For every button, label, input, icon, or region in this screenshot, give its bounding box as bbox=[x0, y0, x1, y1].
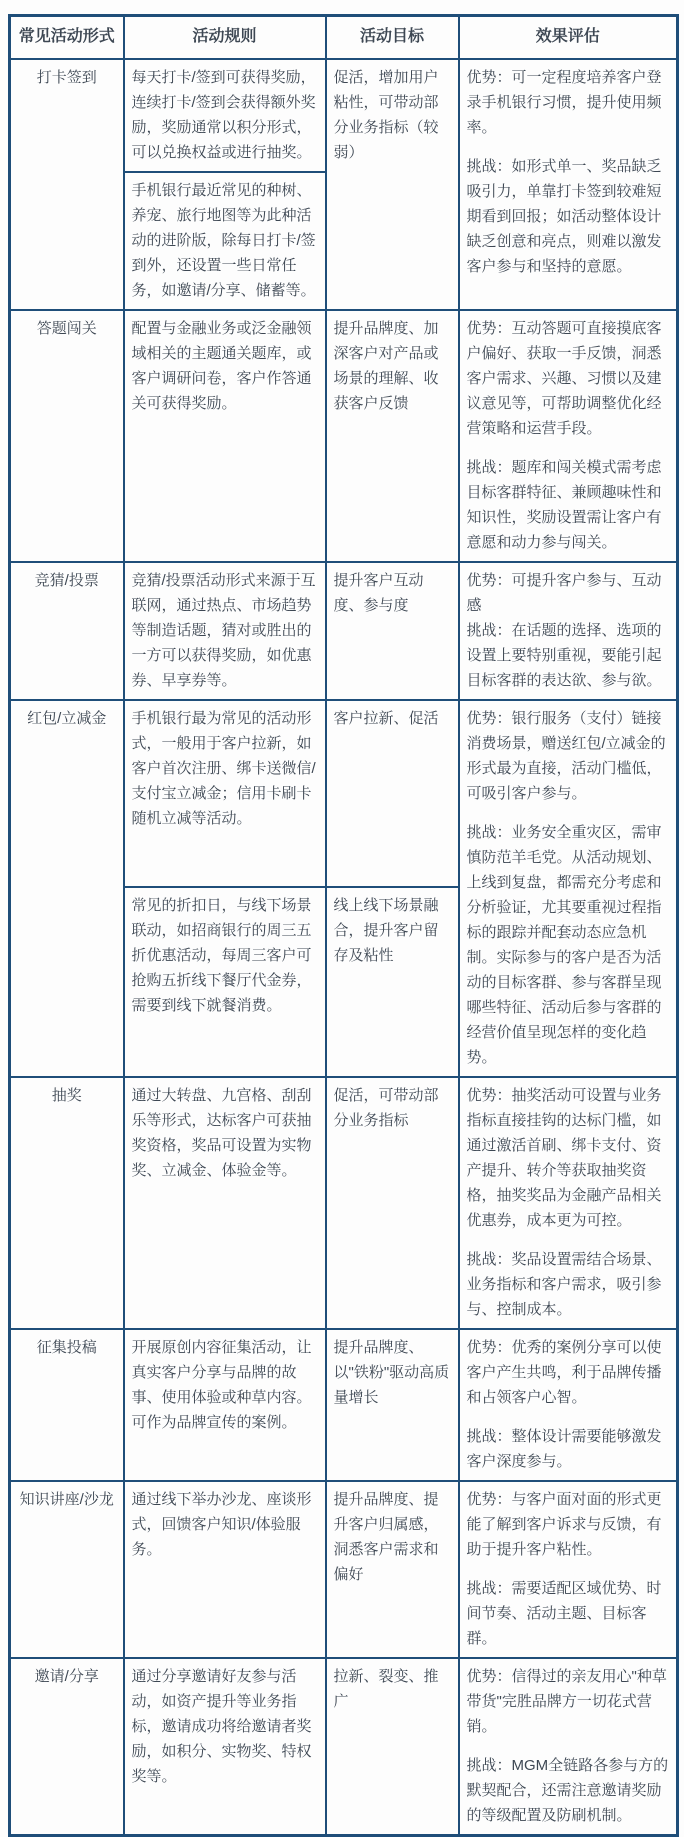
cell-form: 打卡签到 bbox=[10, 59, 124, 310]
advantage-paragraph: 优势：抽奖活动可设置与业务指标直接挂钩的达标门槛，如通过激活首刷、绑卡支付、资产提升、转介等获取抽奖资格，抽奖奖品为金融产品相关优惠券，成本更为可控。 bbox=[466, 1086, 662, 1229]
activity-table bbox=[8, 14, 679, 1837]
cell-goal: 客户拉新、促活 bbox=[326, 700, 459, 887]
cell-goal: 拉新、裂变、推广 bbox=[326, 1658, 459, 1836]
table-row-invite-share bbox=[10, 1658, 678, 1836]
cell-goal: 提升客户互动度、参与度 bbox=[326, 562, 459, 700]
table-row-ugc-collection bbox=[10, 1329, 678, 1481]
cell-evaluation bbox=[459, 700, 678, 1077]
cell-goal: 线上线下场景融合，提升客户留存及粘性 bbox=[326, 887, 459, 1077]
cell-rules: 开展原创内容征集活动，让真实客户分享与品牌的故事、使用体验或种草内容。可作为品牌宣传的案例。 bbox=[124, 1329, 326, 1481]
challenge-paragraph: 挑战：需要适配区域优势、时间节奏、活动主题、目标客群。 bbox=[466, 1579, 662, 1647]
cell-evaluation bbox=[459, 562, 678, 700]
advantage-paragraph: 优势：可一定程度培养客户登录手机银行习惯，提升使用频率。 bbox=[466, 68, 662, 136]
cell-form: 竞猜/投票 bbox=[10, 562, 124, 700]
cell-form: 抽奖 bbox=[10, 1077, 124, 1329]
header-activity-goal: 活动目标 bbox=[326, 16, 459, 59]
table-row-redpacket bbox=[10, 700, 678, 887]
challenge-paragraph: 挑战：在话题的选择、选项的设置上要特别重视，要能引起目标客群的表达欲、参与欲。 bbox=[466, 621, 662, 689]
challenge-paragraph: 挑战：整体设计需要能够激发客户深度参与。 bbox=[466, 1427, 662, 1470]
advantage-paragraph: 优势：互动答题可直接摸底客户偏好、获取一手反馈，洞悉客户需求、兴趣、习惯以及建议意见等，可帮助调整优化经营策略和运营手段。 bbox=[466, 319, 662, 437]
challenge-paragraph: 挑战：MGM全链路各参与方的默契配合，还需注意邀请奖励的等级配置及防刷机制。 bbox=[466, 1756, 669, 1824]
table-header-row bbox=[10, 16, 678, 59]
table-row-guess-vote bbox=[10, 562, 678, 700]
cell-rules: 每天打卡/签到可获得奖励，连续打卡/签到会获得额外奖励，奖励通常以积分形式，可以兑换权益或进行抽奖。 bbox=[124, 59, 326, 172]
challenge-paragraph: 挑战：奖品设置需结合场景、业务指标和客户需求，吸引参与、控制成本。 bbox=[466, 1250, 662, 1318]
cell-goal: 提升品牌度、加深客户对产品或场景的理解、收获客户反馈 bbox=[326, 310, 459, 562]
header-effect-evaluation: 效果评估 bbox=[459, 16, 678, 59]
cell-evaluation bbox=[459, 59, 678, 310]
challenge-paragraph: 挑战：如形式单一、奖品缺乏吸引力，单靠打卡签到较难短期看到回报；如活动整体设计缺乏创意和亮点，则难以激发客户参与和坚持的意愿。 bbox=[466, 157, 662, 275]
advantage-paragraph: 优势：可提升客户参与、互动感 bbox=[466, 571, 662, 614]
cell-form: 红包/立减金 bbox=[10, 700, 124, 1077]
advantage-paragraph: 优势：与客户面对面的形式更能了解到客户诉求与反馈，有助于提升客户粘性。 bbox=[466, 1490, 662, 1558]
cell-form: 征集投稿 bbox=[10, 1329, 124, 1481]
activity-table-container bbox=[8, 14, 679, 1837]
cell-rules: 通过线下举办沙龙、座谈形式，回馈客户知识/体验服务。 bbox=[124, 1481, 326, 1658]
cell-goal: 促活，可带动部分业务指标 bbox=[326, 1077, 459, 1329]
cell-evaluation bbox=[459, 1329, 678, 1481]
cell-rules: 竞猜/投票活动形式来源于互联网，通过热点、市场趋势等制造话题，猜对或胜出的一方可以获得奖励，如优惠券、早享券等。 bbox=[124, 562, 326, 700]
advantage-paragraph: 优势：银行服务（支付）链接消费场景，赠送红包/立减金的形式最为直接，活动门槛低，可吸引客户参与。 bbox=[466, 709, 666, 802]
cell-evaluation bbox=[459, 1481, 678, 1658]
cell-rules: 配置与金融业务或泛金融领域相关的主题通关题库，或客户调研问卷，客户作答通关可获得奖励。 bbox=[124, 310, 326, 562]
advantage-paragraph: 优势：信得过的亲友用心"种草带货"完胜品牌方一切花式营销。 bbox=[466, 1667, 667, 1735]
cell-rules: 手机银行最近常见的种树、养宠、旅行地图等为此种活动的进阶版，除每日打卡/签到外，还设置一些日常任务，如邀请/分享、储蓄等。 bbox=[124, 172, 326, 310]
cell-form: 答题闯关 bbox=[10, 310, 124, 562]
cell-rules: 通过分享邀请好友参与活动，如资产提升等业务指标，邀请成功将给邀请者奖励，如积分、实物奖、特权奖等。 bbox=[124, 1658, 326, 1836]
advantage-paragraph: 优势：优秀的案例分享可以使客户产生共鸣，利于品牌传播和占领客户心智。 bbox=[466, 1338, 662, 1406]
table-row-lecture-salon bbox=[10, 1481, 678, 1658]
cell-goal: 提升品牌度、提升客户归属感，洞悉客户需求和偏好 bbox=[326, 1481, 459, 1658]
cell-evaluation bbox=[459, 1658, 678, 1836]
challenge-paragraph: 挑战：题库和闯关模式需考虑目标客群特征、兼顾趣味性和知识性，奖励设置需让客户有意愿和动力参与闯关。 bbox=[466, 458, 662, 551]
table-row-checkin bbox=[10, 59, 678, 172]
header-activity-form: 常见活动形式 bbox=[10, 16, 124, 59]
cell-goal: 促活，增加用户粘性，可带动部分业务指标（较弱） bbox=[326, 59, 459, 310]
cell-goal: 提升品牌度、以"铁粉"驱动高质量增长 bbox=[326, 1329, 459, 1481]
header-activity-rules: 活动规则 bbox=[124, 16, 326, 59]
cell-rules: 手机银行最为常见的活动形式，一般用于客户拉新，如客户首次注册、绑卡送微信/支付宝立减金；信用卡刷卡随机立减等活动。 bbox=[124, 700, 326, 887]
cell-rules: 通过大转盘、九宫格、刮刮乐等形式，达标客户可获抽奖资格，奖品可设置为实物奖、立减金、体验金等。 bbox=[124, 1077, 326, 1329]
cell-evaluation bbox=[459, 310, 678, 562]
challenge-paragraph: 挑战：业务安全重灾区，需审慎防范羊毛党。从活动规划、上线到复盘，都需充分考虑和分析验证，尤其要重视过程指标的跟踪并配套动态应急机制。实际参与的客户是否为活动的目标客群、参与客群呈现哪些特征、活动后参与客群的经营价值呈现怎样的变化趋势。 bbox=[466, 823, 662, 1066]
table-row-quiz bbox=[10, 310, 678, 562]
cell-rules: 常见的折扣日，与线下场景联动，如招商银行的周三五折优惠活动，每周三客户可抢购五折线下餐厅代金券，需要到线下就餐消费。 bbox=[124, 887, 326, 1077]
cell-form: 邀请/分享 bbox=[10, 1658, 124, 1836]
table-row-lottery bbox=[10, 1077, 678, 1329]
cell-evaluation bbox=[459, 1077, 678, 1329]
cell-form: 知识讲座/沙龙 bbox=[10, 1481, 124, 1658]
